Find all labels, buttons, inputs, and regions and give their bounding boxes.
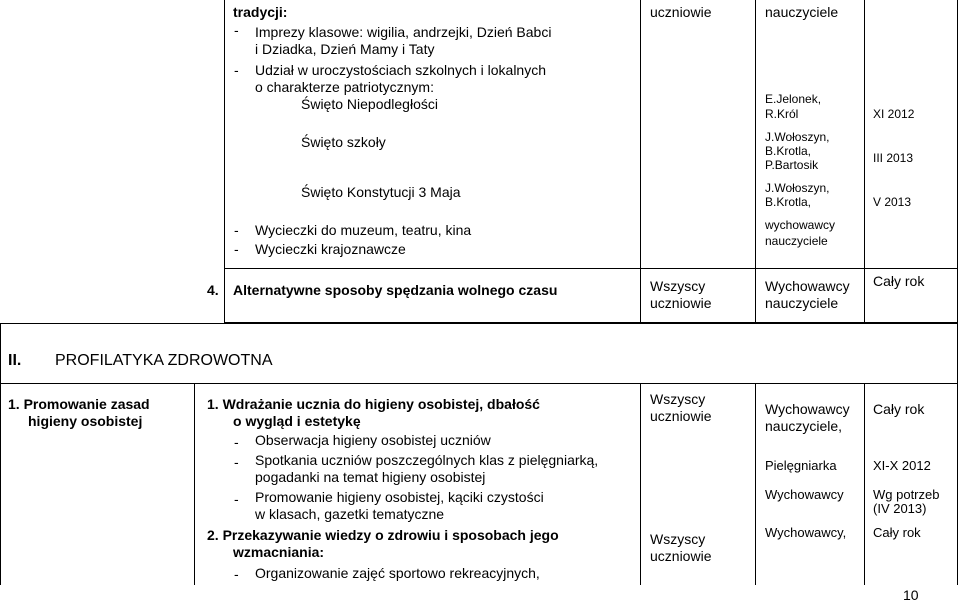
task-title: o wygląd i estetykę <box>233 413 361 429</box>
bullet-text: pogadanki na temat higieny osobistej <box>255 469 486 485</box>
responsible-text: Wychowawcy <box>765 278 850 294</box>
date-text: (IV 2013) <box>873 501 927 516</box>
event-label: Święto szkoły <box>301 134 386 150</box>
bullet-text: Organizowanie zajęć sportowo rekreacyjnych, <box>255 565 540 581</box>
responsible-name: B.Krotla, <box>765 144 812 158</box>
dash-bullet: - <box>234 241 239 257</box>
dash-bullet: - <box>234 22 239 38</box>
responsible-name: P.Bartosik <box>765 158 819 172</box>
bullet-text: w klasach, gazetki tematyczne <box>255 506 445 522</box>
table-row-divider <box>224 268 958 269</box>
item-number: 4. <box>207 282 219 298</box>
responsible-text: Pielęgniarka <box>765 458 837 473</box>
responsible-name: B.Krotla, <box>765 195 812 209</box>
task-title: 1. Wdrażanie ucznia do higieny osobistej, dbałość <box>207 396 540 412</box>
table-col-divider <box>755 0 756 323</box>
date-text: Cały rok <box>873 525 921 540</box>
participants-text: Wszyscy <box>650 531 706 547</box>
page-number: 10 <box>903 587 919 603</box>
table-col-divider <box>194 383 195 585</box>
dash-bullet: - <box>234 222 239 238</box>
table-row-divider <box>0 383 958 384</box>
date-text: XI 2012 <box>873 107 915 121</box>
table-col-divider <box>640 0 641 323</box>
table-border-right <box>957 0 958 585</box>
date-text: V 2013 <box>873 195 912 209</box>
responsible-name: E.Jelonek, <box>765 92 822 106</box>
bullet-text: Święto Niepodległości <box>301 96 438 112</box>
bullet-text: Spotkania uczniów poszczególnych klas z pielęgniarką, <box>255 452 599 468</box>
row-label: 1. Promowanie zasad <box>8 396 150 412</box>
responsible-header: nauczyciele <box>765 4 839 20</box>
responsible-text: nauczyciele, <box>765 418 843 434</box>
dash-bullet: - <box>234 454 239 470</box>
table-border-left <box>224 0 225 323</box>
responsible-name: J.Wołoszyn, <box>765 130 830 144</box>
participants-header: uczniowie <box>650 4 712 20</box>
table-col-divider <box>640 383 641 585</box>
table-col-divider <box>755 383 756 585</box>
date-text: Wg potrzeb <box>873 487 940 502</box>
responsible-text: Wychowawcy, <box>765 525 847 540</box>
event-label: Święto Konstytucji 3 Maja <box>301 184 461 200</box>
table-row-divider <box>0 323 958 324</box>
participants-text: uczniowie <box>650 408 712 424</box>
responsible-name: wychowawcy <box>765 218 836 232</box>
task-title: wzmacniania: <box>233 544 325 560</box>
bullet-text: Promowanie higieny osobistej, kąciki czystości <box>255 489 544 505</box>
bullet-text: o charakterze patriotycznym: <box>255 79 434 95</box>
date-text: XI-X 2012 <box>873 458 931 473</box>
bullet-text: Obserwacja higieny osobistej uczniów <box>255 432 491 448</box>
responsible-name: J.Wołoszyn, <box>765 181 830 195</box>
responsible-text: nauczyciele <box>765 295 839 311</box>
dash-bullet: - <box>234 62 239 78</box>
date-text: Cały rok <box>873 273 925 289</box>
bullet-text: Wycieczki krajoznawcze <box>255 241 406 257</box>
section-number: II. <box>8 352 22 369</box>
section-heading: tradycji: <box>233 4 288 20</box>
participants-text: Wszyscy <box>650 278 706 294</box>
participants-text: uczniowie <box>650 295 712 311</box>
section-title: PROFILATYKA ZDROWOTNA <box>55 352 273 369</box>
responsible-text: Wychowawcy <box>765 401 850 417</box>
bullet-text: Wycieczki do muzeum, teatru, kina <box>255 222 472 238</box>
bullet-text: Udział w uroczystościach szkolnych i lokalnych <box>255 62 546 78</box>
bullet-text: i Dziadka, Dzień Mamy i Taty <box>255 41 435 57</box>
dash-bullet: - <box>234 566 239 582</box>
dash-bullet: - <box>234 434 239 450</box>
table-col-divider <box>864 0 865 323</box>
date-text: Cały rok <box>873 401 925 417</box>
participants-text: Wszyscy <box>650 391 706 407</box>
responsible-name: nauczyciele <box>765 234 828 248</box>
row-label: higieny osobistej <box>28 413 143 429</box>
responsible-name: R.Król <box>765 107 799 121</box>
dash-bullet: - <box>234 491 239 507</box>
bullet-text: Imprezy klasowe: wigilia, andrzejki, Dzień Babci <box>255 24 552 40</box>
participants-text: uczniowie <box>650 548 712 564</box>
table-border-left <box>0 323 1 585</box>
date-text: III 2013 <box>873 151 914 165</box>
table-col-divider <box>864 383 865 585</box>
item-title: Alternatywne sposoby spędzania wolnego czasu <box>233 282 558 298</box>
responsible-text: Wychowawcy <box>765 487 844 502</box>
task-title: 2. Przekazywanie wiedzy o zdrowiu i sposobach jego <box>207 527 559 543</box>
